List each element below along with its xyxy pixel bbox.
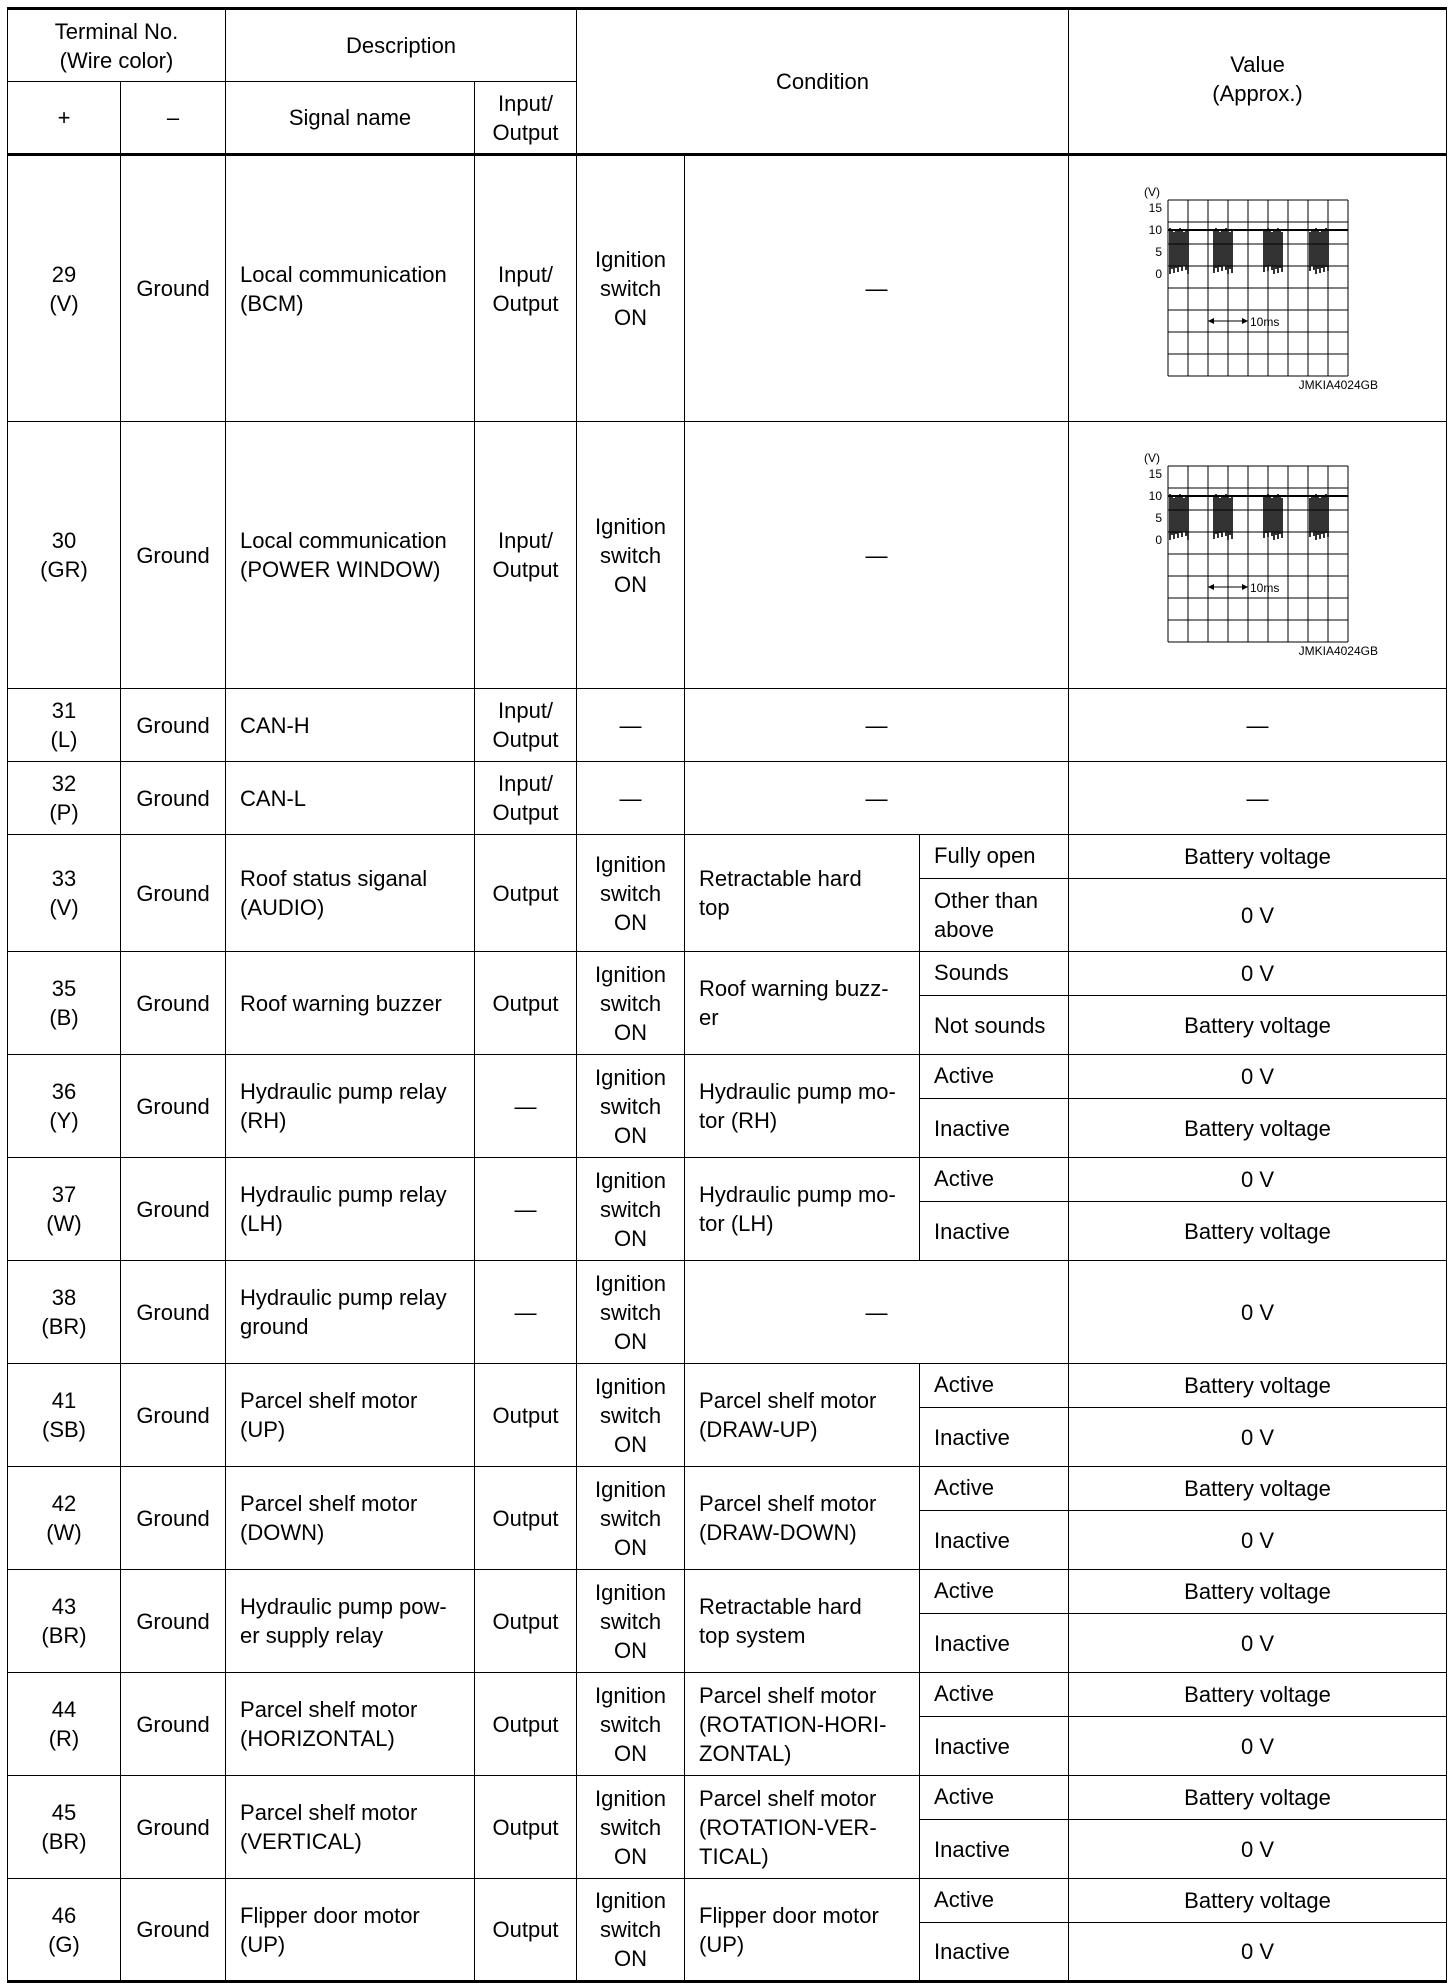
table-row (8, 1673, 1447, 1717)
value-cell: 0 V (1069, 1923, 1447, 1982)
input-output: — (475, 1158, 577, 1261)
waveform-tick-label: 10 (1148, 489, 1162, 503)
condition-detail: — (685, 422, 1069, 689)
ground-cell: Ground (121, 1570, 226, 1673)
header-minus: – (121, 82, 226, 155)
input-output: Output (475, 835, 577, 952)
table-row (8, 689, 1447, 762)
input-output: Output (475, 1879, 577, 1982)
condition-detail: Roof warning buzz- er (685, 952, 920, 1055)
table-row (8, 952, 1447, 996)
table-body (8, 9, 1447, 1982)
waveform-burst (1264, 228, 1282, 274)
condition-detail: — (685, 689, 1069, 762)
value-cell: 0 V (1069, 952, 1447, 996)
condition-detail: Retractable hard top (685, 835, 920, 952)
waveform-burst (1310, 228, 1328, 274)
value-cell: Battery voltage (1069, 1673, 1447, 1717)
header-signal-name: Signal name (226, 82, 475, 155)
condition-state: Sounds (920, 952, 1069, 996)
terminal-number: 44 (R) (8, 1673, 121, 1776)
table-row (8, 1055, 1447, 1099)
terminal-number: 37 (W) (8, 1158, 121, 1261)
condition-state: Not sounds (920, 996, 1069, 1055)
condition-ignition: Ignition switch ON (577, 155, 685, 422)
condition-detail: — (685, 1261, 1069, 1364)
condition-state: Active (920, 1879, 1069, 1923)
condition-state: Inactive (920, 1614, 1069, 1673)
table-row (8, 835, 1447, 879)
terminal-table-wrapper (7, 7, 1446, 1983)
terminal-number: 30 (GR) (8, 422, 121, 689)
ground-cell: Ground (121, 1261, 226, 1364)
terminal-number: 41 (SB) (8, 1364, 121, 1467)
waveform-tick-label: 5 (1154, 511, 1162, 525)
waveform-tick-label: 10 (1148, 222, 1162, 237)
condition-detail: Retractable hard top system (685, 1570, 920, 1673)
value-cell: Battery voltage (1069, 1202, 1447, 1261)
condition-ignition: Ignition switch ON (577, 1467, 685, 1570)
signal-name: Parcel shelf motor (DOWN) (226, 1467, 475, 1570)
condition-ignition: Ignition switch ON (577, 1776, 685, 1879)
value-cell: 0 V (1069, 1614, 1447, 1673)
condition-detail: Parcel shelf motor (DRAW-DOWN) (685, 1467, 920, 1570)
condition-ignition: Ignition switch ON (577, 1879, 685, 1982)
terminal-number: 38 (BR) (8, 1261, 121, 1364)
header-value: Value (Approx.) (1069, 9, 1447, 155)
waveform-tick-label: 5 (1154, 244, 1162, 259)
condition-state: Inactive (920, 1820, 1069, 1879)
signal-name: Local communication (BCM) (226, 155, 475, 422)
signal-name: CAN-L (226, 762, 475, 835)
ground-cell: Ground (121, 1364, 226, 1467)
ground-cell: Ground (121, 1673, 226, 1776)
input-output: Output (475, 1673, 577, 1776)
header-input-output: Input/ Output (475, 82, 577, 155)
terminal-number: 36 (Y) (8, 1055, 121, 1158)
condition-ignition: Ignition switch ON (577, 1570, 685, 1673)
condition-state: Active (920, 1055, 1069, 1099)
waveform-tick-label: 0 (1154, 533, 1162, 547)
condition-ignition: Ignition switch ON (577, 835, 685, 952)
value-waveform-cell (1069, 155, 1447, 422)
waveform-unit-label: (V) (1143, 184, 1160, 199)
signal-name: Roof status siganal (AUDIO) (226, 835, 475, 952)
signal-name: Flipper door motor (UP) (226, 1879, 475, 1982)
waveform-grid (1168, 200, 1348, 376)
waveform-tick-label: 15 (1148, 200, 1162, 215)
ground-cell: Ground (121, 689, 226, 762)
condition-detail: Flipper door motor (UP) (685, 1879, 920, 1982)
value-waveform-cell (1069, 422, 1447, 689)
condition-detail: — (685, 762, 1069, 835)
header-terminal-no: Terminal No. (Wire color) (8, 9, 226, 82)
waveform-grid (1168, 466, 1348, 642)
ground-cell: Ground (121, 1776, 226, 1879)
value-cell: 0 V (1069, 879, 1447, 952)
waveform-burst (1170, 494, 1188, 540)
condition-state: Inactive (920, 1717, 1069, 1776)
ground-cell: Ground (121, 1055, 226, 1158)
condition-state: Active (920, 1467, 1069, 1511)
condition-detail: Parcel shelf motor (ROTATION-VER- TICAL) (685, 1776, 920, 1879)
ground-cell: Ground (121, 762, 226, 835)
terminal-number: 32 (P) (8, 762, 121, 835)
waveform-burst (1170, 228, 1188, 274)
terminal-number: 43 (BR) (8, 1570, 121, 1673)
input-output: Input/ Output (475, 422, 577, 689)
condition-ignition: Ignition switch ON (577, 422, 685, 689)
value-cell: 0 V (1069, 1261, 1447, 1364)
condition-state: Inactive (920, 1202, 1069, 1261)
waveform-burst (1264, 494, 1282, 540)
signal-name: Hydraulic pump pow- er supply relay (226, 1570, 475, 1673)
ground-cell: Ground (121, 835, 226, 952)
value-cell: — (1069, 689, 1447, 762)
table-row (8, 762, 1447, 835)
condition-state: Inactive (920, 1408, 1069, 1467)
condition-detail: Parcel shelf motor (ROTATION-HORI- ZONTAL) (685, 1673, 920, 1776)
input-output: Output (475, 952, 577, 1055)
value-cell: Battery voltage (1069, 1099, 1447, 1158)
value-cell: 0 V (1069, 1055, 1447, 1099)
terminal-number: 46 (G) (8, 1879, 121, 1982)
signal-name: CAN-H (226, 689, 475, 762)
input-output: Output (475, 1570, 577, 1673)
waveform-burst (1214, 228, 1232, 274)
value-cell: Battery voltage (1069, 1879, 1447, 1923)
table-row (8, 1261, 1447, 1364)
waveform-burst (1310, 494, 1328, 540)
input-output: — (475, 1055, 577, 1158)
condition-ignition: Ignition switch ON (577, 1055, 685, 1158)
waveform-tick-label: 15 (1148, 467, 1162, 481)
table-row (8, 422, 1447, 689)
ground-cell: Ground (121, 1158, 226, 1261)
header-condition: Condition (577, 9, 1069, 155)
waveform-unit-label: (V) (1143, 451, 1160, 465)
value-cell: Battery voltage (1069, 996, 1447, 1055)
value-cell: — (1069, 762, 1447, 835)
waveform-graph (1128, 450, 1388, 660)
value-cell: Battery voltage (1069, 1364, 1447, 1408)
condition-detail: Hydraulic pump mo- tor (RH) (685, 1055, 920, 1158)
condition-ignition: Ignition switch ON (577, 1158, 685, 1261)
table-row (8, 1467, 1447, 1511)
condition-detail: — (685, 155, 1069, 422)
input-output: Output (475, 1364, 577, 1467)
condition-detail: Hydraulic pump mo- tor (LH) (685, 1158, 920, 1261)
condition-state: Inactive (920, 1511, 1069, 1570)
header-row-1 (8, 9, 1447, 82)
condition-ignition: Ignition switch ON (577, 1364, 685, 1467)
value-cell: Battery voltage (1069, 835, 1447, 879)
condition-detail: Parcel shelf motor (DRAW-UP) (685, 1364, 920, 1467)
table-row (8, 1364, 1447, 1408)
ground-cell: Ground (121, 155, 226, 422)
ground-cell: Ground (121, 422, 226, 689)
table-row (8, 1776, 1447, 1820)
terminal-number: 31 (L) (8, 689, 121, 762)
terminal-table (7, 7, 1447, 1983)
condition-state: Active (920, 1673, 1069, 1717)
signal-name: Hydraulic pump relay (RH) (226, 1055, 475, 1158)
table-row (8, 1879, 1447, 1923)
input-output: Input/ Output (475, 689, 577, 762)
table-row (8, 155, 1447, 422)
waveform-figure-id: JMKIA4024GB (1298, 377, 1378, 392)
signal-name: Parcel shelf motor (UP) (226, 1364, 475, 1467)
signal-name: Parcel shelf motor (VERTICAL) (226, 1776, 475, 1879)
condition-state: Active (920, 1776, 1069, 1820)
terminal-number: 45 (BR) (8, 1776, 121, 1879)
waveform-time-label: 10ms (1249, 581, 1279, 595)
value-cell: 0 V (1069, 1820, 1447, 1879)
condition-ignition: — (577, 689, 685, 762)
value-cell: 0 V (1069, 1717, 1447, 1776)
waveform-graph (1128, 184, 1388, 394)
value-cell: 0 V (1069, 1511, 1447, 1570)
value-cell: Battery voltage (1069, 1776, 1447, 1820)
value-cell: 0 V (1069, 1408, 1447, 1467)
ground-cell: Ground (121, 952, 226, 1055)
table-row (8, 1158, 1447, 1202)
condition-state: Other than above (920, 879, 1069, 952)
table-row (8, 1570, 1447, 1614)
signal-name: Roof warning buzzer (226, 952, 475, 1055)
input-output: Input/ Output (475, 155, 577, 422)
condition-state: Active (920, 1364, 1069, 1408)
terminal-number: 29 (V) (8, 155, 121, 422)
terminal-number: 35 (B) (8, 952, 121, 1055)
ground-cell: Ground (121, 1879, 226, 1982)
value-cell: 0 V (1069, 1158, 1447, 1202)
condition-ignition: Ignition switch ON (577, 952, 685, 1055)
terminal-number: 33 (V) (8, 835, 121, 952)
waveform-figure-id: JMKIA4024GB (1298, 644, 1378, 658)
condition-state: Fully open (920, 835, 1069, 879)
signal-name: Hydraulic pump relay (LH) (226, 1158, 475, 1261)
header-description: Description (226, 9, 577, 82)
condition-ignition: Ignition switch ON (577, 1673, 685, 1776)
input-output: Output (475, 1776, 577, 1879)
input-output: — (475, 1261, 577, 1364)
terminal-number: 42 (W) (8, 1467, 121, 1570)
signal-name: Local communication (POWER WINDOW) (226, 422, 475, 689)
signal-name: Parcel shelf motor (HORIZONTAL) (226, 1673, 475, 1776)
condition-state: Active (920, 1570, 1069, 1614)
condition-state: Active (920, 1158, 1069, 1202)
value-cell: Battery voltage (1069, 1467, 1447, 1511)
signal-name: Hydraulic pump relay ground (226, 1261, 475, 1364)
input-output: Output (475, 1467, 577, 1570)
ground-cell: Ground (121, 1467, 226, 1570)
header-plus: + (8, 82, 121, 155)
input-output: Input/ Output (475, 762, 577, 835)
waveform-burst (1214, 494, 1232, 540)
condition-state: Inactive (920, 1923, 1069, 1982)
condition-ignition: — (577, 762, 685, 835)
waveform-time-label: 10ms (1249, 314, 1279, 329)
condition-ignition: Ignition switch ON (577, 1261, 685, 1364)
waveform-tick-label: 0 (1154, 266, 1162, 281)
value-cell: Battery voltage (1069, 1570, 1447, 1614)
condition-state: Inactive (920, 1099, 1069, 1158)
